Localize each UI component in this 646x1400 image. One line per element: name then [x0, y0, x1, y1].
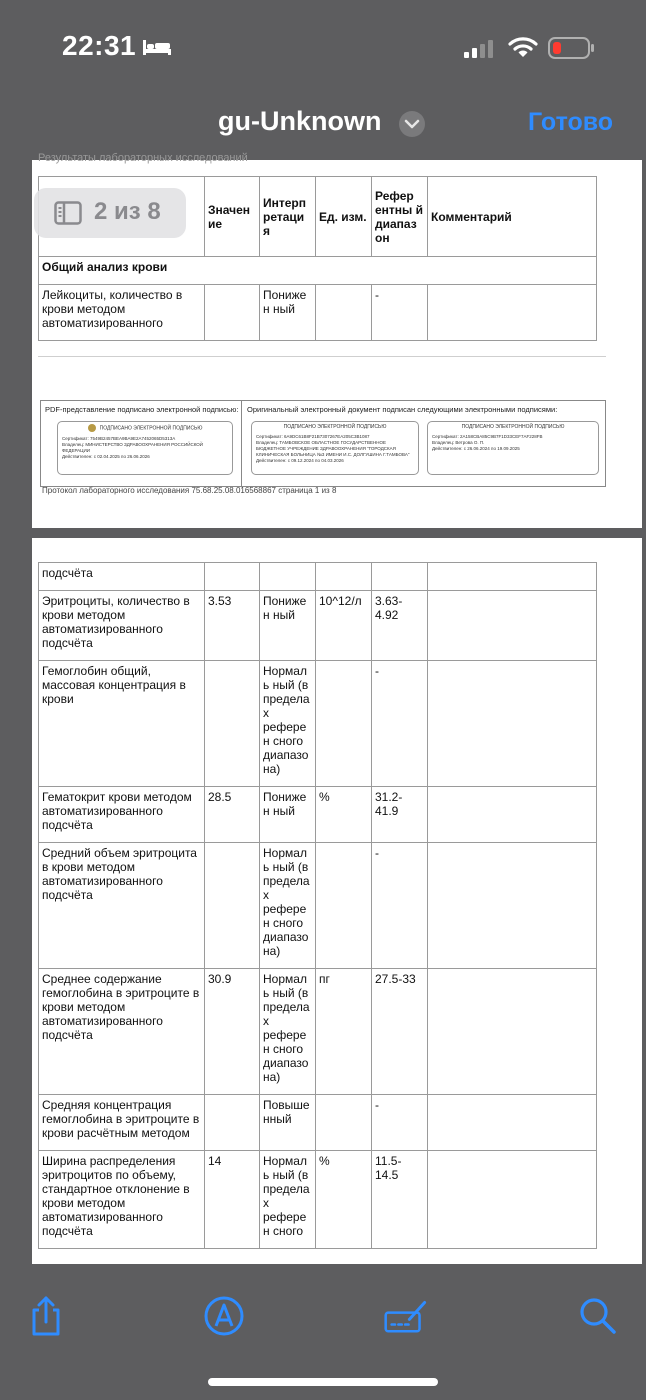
test-comment — [428, 1095, 597, 1151]
stamp-valid: Действителен: с 09.12.2024 по 04.03.2026 — [256, 458, 344, 463]
stamp-title: ПОДПИСАНО ЭЛЕКТРОННОЙ ПОДПИСЬЮ — [99, 425, 203, 432]
stamp-title: ПОДПИСАНО ЭЛЕКТРОННОЙ ПОДПИСЬЮ — [283, 424, 387, 430]
table-row — [39, 1095, 597, 1151]
stamp-valid: Действителен: с 26.06.2024 по 19.09.2025 — [432, 446, 520, 451]
test-interpretation: Понижен ный — [260, 787, 316, 843]
test-reference: 3.63-4.92 — [372, 591, 428, 661]
section-row — [39, 257, 597, 285]
status-bar — [0, 0, 646, 90]
test-unit — [316, 843, 372, 969]
done-button[interactable]: Готово — [528, 108, 614, 136]
header-cell: Комментарий — [428, 177, 597, 257]
pdf-page-2 — [32, 538, 642, 1264]
test-unit — [316, 1095, 372, 1151]
stamp-owner: Владелец: МИНИСТЕРСТВО ЗДРАВООХРАНЕНИЯ РОССИЙСКОЙ ФЕДЕРАЦИИ — [62, 442, 204, 453]
test-comment — [428, 1151, 597, 1249]
signature-icon[interactable] — [384, 1294, 428, 1338]
test-value: 30.9 — [205, 969, 260, 1095]
wifi-icon — [508, 36, 538, 58]
battery-low-icon — [548, 37, 594, 59]
table-row — [39, 563, 597, 591]
test-interpretation — [260, 563, 316, 591]
stamp-cert: Сертификат: 6A9DC61B8F21B7307267EA205C3B1087 — [256, 434, 370, 439]
table-row — [39, 1151, 597, 1249]
test-interpretation: Нормаль ный (в предела х референ сного — [260, 1151, 316, 1249]
table-row — [39, 285, 597, 341]
lab-results-table — [38, 562, 597, 1249]
stamp-valid: Действителен: с 02.04.2025 по 26.06.2026 — [62, 454, 150, 459]
test-comment — [428, 563, 597, 591]
test-interpretation: Понижен ный — [260, 285, 316, 341]
test-value — [205, 563, 260, 591]
test-value — [205, 843, 260, 969]
test-unit: 10^12/л — [316, 591, 372, 661]
page-indicator-text: 2 из 8 — [94, 198, 161, 225]
stamp-cert: Сертификат: 2A158CBA85C9B7F1D33CEF7AF228FB — [432, 434, 543, 439]
test-name: Средняя концентрация гемоглобина в эритроците в крови расчётным методом — [39, 1095, 205, 1151]
signature-stamp — [251, 421, 419, 475]
test-comment — [428, 843, 597, 969]
document-title[interactable]: gu-Unknown — [218, 106, 382, 136]
test-unit: % — [316, 1151, 372, 1249]
cellular-signal-icon — [464, 40, 494, 58]
table-row — [39, 661, 597, 787]
page-indicator — [34, 188, 186, 238]
markup-icon[interactable] — [202, 1294, 246, 1338]
table-row — [39, 843, 597, 969]
test-comment — [428, 591, 597, 661]
test-comment — [428, 787, 597, 843]
test-unit: пг — [316, 969, 372, 1095]
test-comment — [428, 661, 597, 787]
test-reference: 11.5-14.5 — [372, 1151, 428, 1249]
test-unit: % — [316, 787, 372, 843]
divider — [241, 401, 242, 486]
test-reference: 27.5-33 — [372, 969, 428, 1095]
test-reference: 31.2-41.9 — [372, 787, 428, 843]
header-cell: Ед. изм. — [316, 177, 372, 257]
table-row — [39, 591, 597, 661]
signature-right-label: Оригинальный электронный документ подписан следующими электронными подписями: — [247, 405, 558, 414]
table-row — [39, 787, 597, 843]
test-name: Гематокрит крови методом автоматизированного подсчёта — [39, 787, 205, 843]
test-value — [205, 1095, 260, 1151]
test-name: Лейкоциты, количество в крови методом автоматизированного — [39, 285, 205, 341]
test-reference: - — [372, 843, 428, 969]
emblem-icon — [88, 424, 96, 432]
test-reference: - — [372, 661, 428, 787]
signature-block — [40, 400, 606, 487]
test-interpretation: Повыше нный — [260, 1095, 316, 1151]
chevron-down-icon[interactable] — [398, 110, 426, 138]
test-value — [205, 661, 260, 787]
table-row — [39, 969, 597, 1095]
test-interpretation: Нормаль ный (в предела х референ сного диапазо на) — [260, 661, 316, 787]
signature-stamp — [57, 421, 233, 475]
test-interpretation: Нормаль ный (в предела х референ сного диапазо на) — [260, 843, 316, 969]
stamp-cert: Сертификат: 7549B2457BEA9BA9E2A7452065D5313A — [62, 436, 176, 441]
header-cell: Значен ие — [205, 177, 260, 257]
test-unit — [316, 285, 372, 341]
protocol-footer: Протокол лабораторного исследования 75.68.25.08.016568867 страница 1 из 8 — [42, 486, 337, 495]
header-cell: Рефер ентны й диапаз он — [372, 177, 428, 257]
divider — [38, 356, 606, 357]
test-comment — [428, 285, 597, 341]
signature-stamp — [427, 421, 599, 475]
test-interpretation: Нормаль ный (в предела х референ сного диапазо на) — [260, 969, 316, 1095]
test-name: Ширина распределения эритроцитов по объему, стандартное отклонение в крови методом автоматизированного подсчёта — [39, 1151, 205, 1249]
test-name: Среднее содержание гемоглобина в эритроците в крови методом автоматизированного подсчёта — [39, 969, 205, 1095]
test-name: подсчёта — [39, 563, 205, 591]
nav-bar — [0, 90, 646, 160]
status-time: 22:31 — [62, 30, 137, 61]
test-value: 3.53 — [205, 591, 260, 661]
stamp-title: ПОДПИСАНО ЭЛЕКТРОННОЙ ПОДПИСЬЮ — [461, 424, 565, 430]
stamp-owner: Владелец: Ветрова О. П. — [432, 440, 485, 445]
signature-left-label: PDF-представление подписано электронной подписью: — [45, 405, 239, 414]
test-name: Эритроциты, количество в крови методом автоматизированного подсчёта — [39, 591, 205, 661]
test-unit — [316, 661, 372, 787]
test-reference: - — [372, 285, 428, 341]
bed-icon — [142, 38, 172, 56]
section-heading: Результаты лабораторных исследований — [38, 152, 248, 164]
test-value: 28.5 — [205, 787, 260, 843]
test-comment — [428, 969, 597, 1095]
test-reference: - — [372, 1095, 428, 1151]
sidebar-icon — [54, 201, 82, 225]
test-reference — [372, 563, 428, 591]
header-cell: Интерп ретаци я — [260, 177, 316, 257]
home-indicator[interactable] — [208, 1378, 438, 1386]
test-unit — [316, 563, 372, 591]
test-value — [205, 285, 260, 341]
test-name: Гемоглобин общий, массовая концентрация в крови — [39, 661, 205, 787]
section-title: Общий анализ крови — [39, 257, 597, 285]
test-name: Средний объем эритроцита в крови методом автоматизированного подсчёта — [39, 843, 205, 969]
stamp-owner: Владелец: ТАМБОВСКОЕ ОБЛАСТНОЕ ГОСУДАРСТВЕННОЕ БЮДЖЕТНОЕ УЧРЕЖДЕНИЕ ЗДРАВООХРАНЕНИЯ "ГОРОДСКАЯ КЛИНИЧЕСКАЯ БОЛЬНИЦА №3 ИМЕНИ И.С. ДОЛГУШИНА Г.ТАМБОВА" — [256, 440, 410, 457]
test-interpretation: Понижен ный — [260, 591, 316, 661]
test-value: 14 — [205, 1151, 260, 1249]
search-icon[interactable] — [576, 1294, 620, 1338]
share-icon[interactable] — [24, 1294, 68, 1338]
